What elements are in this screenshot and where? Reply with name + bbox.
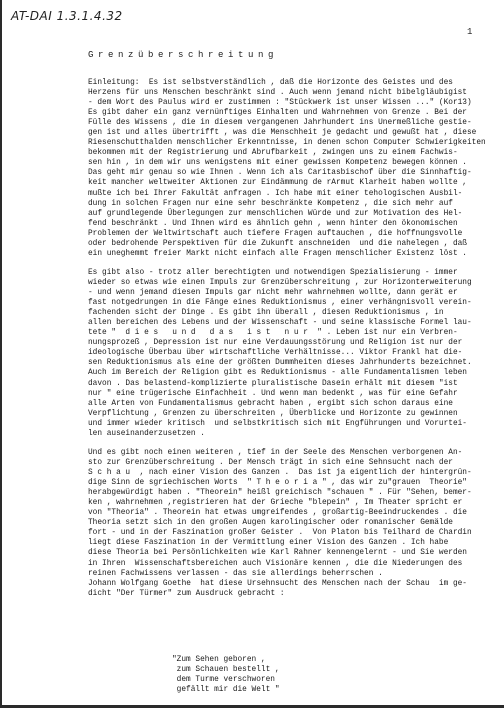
archive-reference-handwritten: AT-DAI 1.3.1.4.32: [11, 9, 123, 23]
paragraph-reductionism: Es gibt also - trotz aller berechtigten und notwendigen Spezialisierung - immer wieder so etwas wie einen Impuls zur Grenzüberschreitung , zur Horizonterweiterung - und wenn jemand diesen Impuls gar nicht mehr wahrnehmen wollte, dann gerät er fast notgedrungen in die Fänge eines Reduktionismus , einer verhängnisvoll verein- fachenden sicht der Dinge . Es gibt ihn überall , diesen Reduktionismus , in allen bereichen des Lebens und der Wissenschaft - und seine klassische Formel lau- tete " d i e s u n d d a s i s t n u r " . Leben ist nur ein Verbren- nungsprozeß , Depression ist nur eine Verdauungsstörung und Religion ist nur der ideologische Überbau über wirtschaftliche Verhältnisse... Viktor Frankl hat die- sen Reduktionismus als eine der größten Dummheiten dieses Jahrhunderts bezeichnet. Auch im Bereich der Religion gibt es Reduktionismus - alle Fundamentalismen leben davon . Das belastend-komplizierte pluralistische Dasein erhält mit diesem "ist nur " eine trügerische Einfachheit . Und wenn man bedenkt , was für eine Gefahr alle Arten von Fundamentalismus gebracht haben , ergibt sich schon daraus eine Verpflichtung , Grenzen zu überschreiten , Überblicke und Horizonte zu gewinnen und immer wieder kritisch und selbstkritisch sich mit Engführungen und Vorurtei- len auseinanderzusetzen .: [88, 269, 472, 438]
document-title: Grenzüberschreitung: [88, 50, 279, 60]
paragraph-introduction: Einleitung: Es ist selbstverständlich , daß die Horizonte des Geistes und des Herzens für uns Menschen beschränkt sind . Auch wenn jemand nicht bibelgläubigist - dem Wort des Paulus wird er zustimmen : "Stückwerk ist unser Wissen ..." (Kor13) Es gibt daher ein ganz vernünftiges Einhalten und Wahrnehmen von Grenze . Bei der Fülle des Wissens , die in diesem vergangenen Jahrhundert ins Unermeßliche gestie- gen ist und alles übertrifft , was die Menschheit je gedacht und gewußt hat , diese Riesenschutthalden menschlicher Erkenntnisse, in denen schon Computer Schwierigkeiten bekommen mit der Registrierung und Abrufbarkeit , zwingen uns zu einem Fachwis- sen hin , in dem wir uns wenigstens mit einer gewissen Kompetenz bewegen können . Das geht mir genau so wie Ihnen . Wenn ich als Caritasbischof über die Sinnhaftig- keit mancher weltweiter Aktionen zur Eindämmung de rArmut Klarheit haben wollte , mußte ich bei Ihrer Fakultät anfragen . Ich habe mit einer tehologischen Ausbil- dung in solchen Fragen nur eine sehr beschränkte Kompetenz , die sich mehr auf auf grundlegende Überlegungen zur menschlichen Würde und zur Motivation des Hel- fend beschränkt . Und Ihnen wird es ähnlich gehn , wenn hinter den ökonomischen Problemen der Weltwirtschaft auch tiefere Fragen auftauchen , die hoffnungsvolle oder bedrohende Perspektiven für die Zukunft anschneiden und die nahelegen , daß ein uneghemmt freier Markt nicht einfach alle Fragen menschlicher Existenz löst .: [88, 79, 486, 258]
paragraph-theoria: Und es gibt noch einen weiteren , tief in der Seele des Menschen verborgenen An- sto zur Grenzüberschreitung . Der Mensch trägt in sich eine Sehnsucht nach der S c h a u , nach einer Vision des Ganzen . Das ist ja eigentlich der hintergrün- dige Sinn de sgriechischen Worts " T h e o r i a " , das wir zu"grauen Theorie" herabgewürdigt haben . "Theorein" heißl greichisch "schauen " . Für "Sehen, bemer- ken , wahrnehmen ,registrieren hat der Grieche "blepein" , Im Theater spricht er von "Theoria" . Theorein hat etwas umgreifendes , großartig-Beeindruckendes . die Theoria setzt sich in den großen Augen karolingischer oder romanischer Gemälde fort - und in der Faszination großer Geister . Von Platon bis Teilhard de Chardin liegt diese Faszination in der Vermittlung einer Vision des Ganzen . Ich habe diese Theoria bei Persönlichkeiten wie Karl Rahner kennengelernt - und Sie werden in Ihren Wissenschaftsbereichen auch Visionäre kennen , die die Niederungen des reinen Fachwissens verlassen - das sie allerdings beherrschen . Johann Wolfgang Goethe hat diese Ursehnsucht des Menschen nach der Schau im ge- dicht "Der Türmer" zum Ausdruck gebracht :: [88, 449, 472, 598]
poem-quote: "Zum Sehen geboren , zum Schauen bestellt , dem Turme verschworen gefällt mir die Welt ": [172, 656, 280, 695]
scan-edge-left: [0, 0, 2, 708]
page-number: 1: [467, 27, 473, 37]
